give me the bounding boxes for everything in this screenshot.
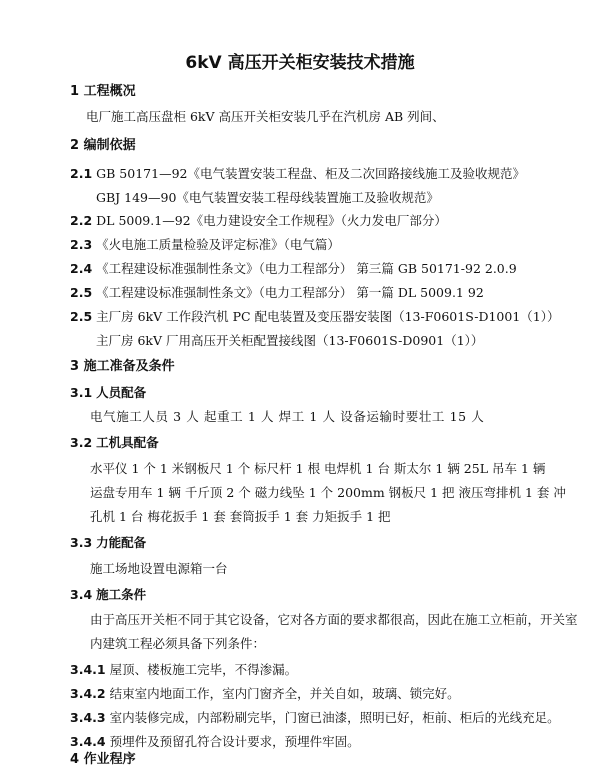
basis-item: 2.5 《工程建设标准强制性条文》（电力工程部分） 第一篇 DL 5009.1 92 [70, 285, 484, 300]
basis-item: 主厂房 6kV 厂用高压开关柜配置接线图（13-F0601S-D0901（1）） [96, 333, 484, 348]
section-4-heading [70, 752, 136, 768]
conditions-line: 内建筑工程必须具备下列条件： [90, 636, 266, 651]
section-title: 编制依据 [83, 138, 136, 153]
conditions-line: 由于高压开关柜不同于其它设备，它对各方面的要求都很高，因此在施工立柜前，开关室 [90, 612, 578, 627]
basis-item: 2.5 主厂房 6kV 工作段汽机 PC 配电装置及变压器安装图（13-F0601S-D1001（1）） [70, 309, 560, 324]
basis-item: GBJ 149—90《电气装置安装工程母线装置施工及验收规范》 [96, 190, 439, 205]
section-title: 作业程序 [83, 752, 136, 767]
basis-item: 2.4 《工程建设标准强制性条文》（电力工程部分） 第三篇 GB 50171-92 2.0.9 [70, 261, 517, 276]
staffing-text: 电气施工人员 3 人 起重工 1 人 焊工 1 人 设备运输时要壮工 15 人 [90, 409, 485, 424]
section-number: 4 [70, 752, 80, 767]
subsection-3-3-heading: 3.3 力能配备 [70, 535, 147, 550]
section-3-heading [70, 359, 175, 375]
tools-line: 水平仪 1 个 1 米钢板尺 1 个 标尺杆 1 根 电焊机 1 台 斯太尔 1 辆 25L 吊车 1 辆 [90, 461, 546, 476]
section-number: 3 [70, 359, 80, 374]
condition-item: 3.4.4 预埋件及预留孔符合设计要求，预埋件牢固。 [70, 734, 360, 749]
condition-item: 3.4.3 室内装修完成，内部粉刷完毕，门窗已油漆，照明已好，柜前、柜后的光线充足。 [70, 710, 560, 725]
section-1-heading [70, 84, 136, 100]
condition-item: 3.4.2 结束室内地面工作，室内门窗齐全，并关自如，玻璃、锁完好。 [70, 686, 460, 701]
document-title: 6kV 高压开关柜安装技术措施 [185, 53, 415, 73]
section-title: 工程概况 [83, 84, 136, 99]
tools-line: 孔机 1 台 梅花扳手 1 套 套筒扳手 1 套 力矩扳手 1 把 [90, 509, 391, 524]
section-title: 施工准备及条件 [83, 359, 175, 374]
tools-line: 运盘专用车 1 辆 千斤顶 2 个 磁力线坠 1 个 200mm 钢板尺 1 把 液压弯排机 1 套 冲 [90, 485, 566, 500]
basis-item: 2.2 DL 5009.1—92《电力建设安全工作规程》（火力发电厂部分） [70, 213, 447, 228]
section-2-heading [70, 138, 136, 154]
project-overview-text: 电厂施工高压盘柜 6kV 高压开关柜安装几乎在汽机房 AB 列间、 [86, 109, 445, 124]
subsection-3-4-heading: 3.4 施工条件 [70, 587, 147, 602]
basis-item: 2.3 《火电施工质量检验及评定标准》（电气篇） [70, 237, 340, 252]
section-number: 1 [70, 84, 80, 99]
basis-item: 2.1 GB 50171—92《电气装置安装工程盘、柜及二次回路接线施工及验收规范》 [70, 166, 525, 181]
condition-item: 3.4.1 屋顶、楼板施工完毕，不得渗漏。 [70, 662, 298, 677]
subsection-3-2-heading: 3.2 工机具配备 [70, 435, 159, 450]
subsection-3-1-heading: 3.1 人员配备 [70, 385, 147, 400]
power-text: 施工场地设置电源箱一台 [90, 561, 228, 576]
section-number: 2 [70, 138, 80, 153]
